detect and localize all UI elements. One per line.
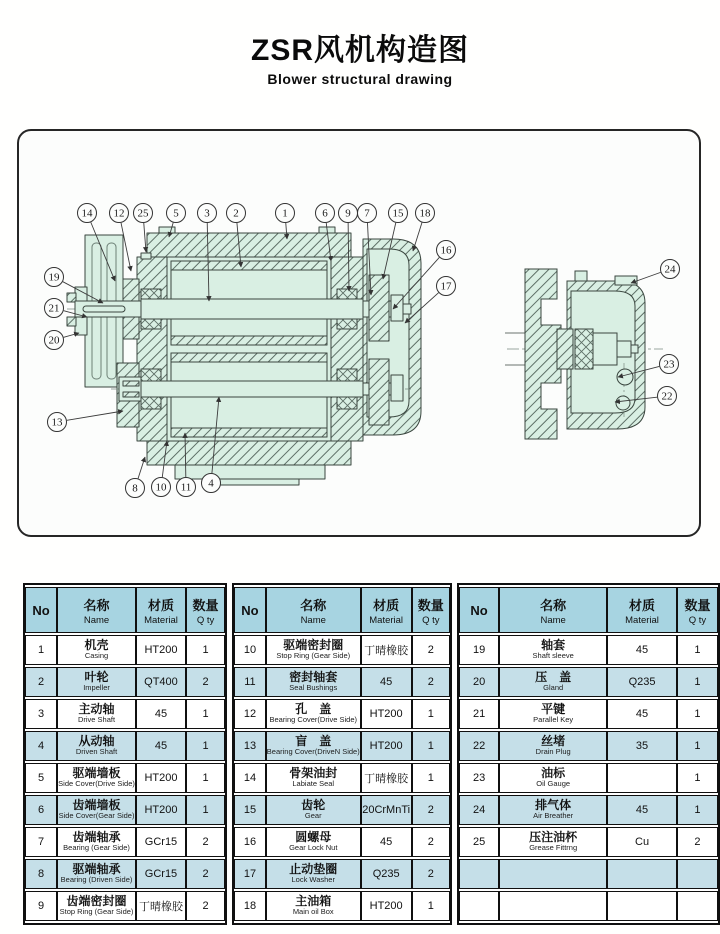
cell-material: HT200 [361,699,412,729]
table-row [234,699,450,729]
cell-material [607,891,677,921]
cell-material: 丁晴橡胶 [361,635,412,665]
callout-number: 11 [180,481,192,494]
cell-material: HT200 [136,795,186,825]
cell-name: 主油箱 Main oil Box [266,891,361,921]
callout-number: 19 [48,271,60,284]
cell-qty: 2 [186,859,225,889]
cell-qty: 1 [186,795,225,825]
cell-no: 14 [234,763,266,793]
table-row [25,891,225,921]
cell-material [607,859,677,889]
table-row [25,763,225,793]
table-row [234,667,450,697]
cell-name: 机壳 Casing [57,635,136,665]
cell-no: 5 [25,763,57,793]
column-header: No [25,587,57,633]
table-row [234,731,450,761]
parts-table-2 [232,583,452,925]
table-row [25,667,225,697]
cell-material: GCr15 [136,827,186,857]
callout-number: 15 [392,207,404,220]
cell-material: 45 [607,699,677,729]
cell-material: 35 [607,731,677,761]
callout-number: 2 [233,207,239,220]
cell-name: 油标 Oil Gauge [499,763,607,793]
cell-material: 45 [607,795,677,825]
table-row [459,827,718,857]
table-row [459,731,718,761]
cell-qty: 1 [677,795,718,825]
callout-number: 8 [132,482,138,495]
cell-name: 齿端轴承 Bearing (Gear Side) [57,827,136,857]
cell-no: 20 [459,667,499,697]
callout-number: 18 [419,207,431,220]
cell-qty: 1 [186,763,225,793]
cell-no [459,859,499,889]
cell-material: 丁晴橡胶 [361,763,412,793]
cell-name: 齿端墙板 Side Cover(Gear Side) [57,795,136,825]
cell-qty: 2 [412,635,450,665]
cell-material: 45 [136,731,186,761]
column-header: 数量 Q ty [186,587,225,633]
cell-qty: 2 [412,795,450,825]
cell-name: 平键 Parallel Key [499,699,607,729]
cell-material: Q235 [361,859,412,889]
table-row [459,859,718,889]
callout-number: 12 [113,207,125,220]
table-row [234,795,450,825]
table-row [459,795,718,825]
table-row [25,699,225,729]
cell-material: 45 [361,827,412,857]
cell-no: 23 [459,763,499,793]
parts-tables [23,583,720,925]
cell-no: 2 [25,667,57,697]
table-row [25,827,225,857]
cell-name: 主动轴 Drive Shaft [57,699,136,729]
cell-material: 45 [607,635,677,665]
callout-number: 3 [204,207,210,220]
cell-no: 22 [459,731,499,761]
cell-qty: 1 [412,763,450,793]
cell-no: 18 [234,891,266,921]
callout-number: 21 [48,302,60,315]
column-header: No [459,587,499,633]
table-row [234,859,450,889]
cell-no: 10 [234,635,266,665]
page-subtitle: Blower structural drawing [267,71,453,87]
callout-number: 20 [48,334,60,347]
callout-leader [67,411,123,420]
cell-name: 驱端轴承 Bearing (Driven Side) [57,859,136,889]
callout-number: 1 [282,207,288,220]
table-row [459,667,718,697]
callout-number: 16 [440,244,452,257]
column-header: 数量 Q ty [412,587,450,633]
cell-no: 11 [234,667,266,697]
callout-number: 9 [345,207,351,220]
callout-number: 6 [322,207,328,220]
cell-no: 13 [234,731,266,761]
cell-qty: 1 [677,699,718,729]
cell-no: 6 [25,795,57,825]
cell-qty: 2 [412,859,450,889]
column-header: 数量 Q ty [677,587,718,633]
cell-material: 20CrMnTi [361,795,412,825]
cell-name [499,859,607,889]
cell-material: 45 [136,699,186,729]
callout-number: 7 [364,207,370,220]
end-view [505,269,663,439]
cell-name: 从动轴 Driven Shaft [57,731,136,761]
callout-leader [138,457,145,478]
cell-material: HT200 [361,891,412,921]
cell-qty: 1 [677,635,718,665]
callout-number: 5 [173,207,179,220]
cell-no: 15 [234,795,266,825]
cell-name: 轴套 Shaft sleeve [499,635,607,665]
cell-qty [677,891,718,921]
cell-name: 齿端密封圈 Stop Ring (Gear Side) [57,891,136,921]
cell-qty: 1 [412,891,450,921]
cell-name: 压 盖 Gland [499,667,607,697]
cell-qty: 2 [412,667,450,697]
column-header: 材质 Material [361,587,412,633]
cell-name: 盲 盖 Bearing Cover(DriveN Side) [266,731,361,761]
column-header: 材质 Material [607,587,677,633]
cell-name: 驱端墙板 Side Cover(Drive Side) [57,763,136,793]
table-row [234,763,450,793]
cell-material: QT400 [136,667,186,697]
cell-qty: 2 [412,827,450,857]
cell-name: 叶轮 Impeller [57,667,136,697]
main-section-view [67,227,421,485]
cell-name: 孔 盖 Bearing Cover(Drive Side) [266,699,361,729]
cell-material: HT200 [136,763,186,793]
cell-qty: 2 [677,827,718,857]
cell-name: 丝堵 Drain Plug [499,731,607,761]
title-block [0,34,720,87]
cell-name: 驱端密封圈 Stop Ring (Gear Side) [266,635,361,665]
cell-material: HT200 [136,635,186,665]
column-header: 名称 Name [266,587,361,633]
cell-no [459,891,499,921]
column-header: No [234,587,266,633]
cell-qty: 1 [186,635,225,665]
table-row [459,891,718,921]
cell-no: 8 [25,859,57,889]
cell-no: 4 [25,731,57,761]
cell-material: 45 [361,667,412,697]
cell-no: 1 [25,635,57,665]
cell-material: 丁晴橡胶 [136,891,186,921]
cell-no: 19 [459,635,499,665]
parts-table-1 [23,583,227,925]
cell-qty [677,859,718,889]
table-row [25,795,225,825]
callout-number: 22 [661,390,673,403]
cell-name: 止动垫圈 Lock Washer [266,859,361,889]
table-row [234,891,450,921]
cell-qty: 1 [677,763,718,793]
column-header: 名称 Name [57,587,136,633]
cell-material: Cu [607,827,677,857]
cell-name: 齿轮 Gear [266,795,361,825]
drawing-panel [17,129,701,537]
cell-name [499,891,607,921]
callout-number: 25 [137,207,149,220]
cell-name: 骨架油封 Labiate Seal [266,763,361,793]
cell-no: 24 [459,795,499,825]
cell-no: 17 [234,859,266,889]
cell-name: 密封轴套 Seal Bushings [266,667,361,697]
table-row [25,859,225,889]
table-row [459,699,718,729]
cell-qty: 1 [677,731,718,761]
cell-qty: 2 [186,891,225,921]
callout-number: 14 [81,207,93,220]
callout-number: 24 [664,263,676,276]
cell-name: 圆螺母 Gear Lock Nut [266,827,361,857]
table-row [234,827,450,857]
table-row [459,763,718,793]
page-title: ZSR风机构造图 [251,34,469,67]
table-row [25,731,225,761]
cell-qty: 1 [677,667,718,697]
cell-qty: 2 [186,667,225,697]
callout-number: 13 [51,416,63,429]
cell-qty: 1 [412,699,450,729]
cell-qty: 1 [186,731,225,761]
callout-number: 17 [440,280,452,293]
cell-no: 12 [234,699,266,729]
cell-qty: 1 [412,731,450,761]
callout-number: 10 [155,481,167,494]
cell-material: GCr15 [136,859,186,889]
cell-no: 3 [25,699,57,729]
cell-no: 21 [459,699,499,729]
column-header: 名称 Name [499,587,607,633]
column-header: 材质 Material [136,587,186,633]
cell-material [607,763,677,793]
cell-no: 7 [25,827,57,857]
cell-name: 压注油杯 Grease Fittrng [499,827,607,857]
callout-leader [144,223,146,252]
cell-qty: 2 [186,827,225,857]
cell-no: 16 [234,827,266,857]
cell-material: Q235 [607,667,677,697]
callout-number: 23 [663,358,675,371]
callout-number: 4 [208,477,214,490]
cell-no: 9 [25,891,57,921]
parts-table-3 [457,583,720,925]
callout-leader [413,223,422,251]
cell-no: 25 [459,827,499,857]
cell-material: HT200 [361,731,412,761]
cell-qty: 1 [186,699,225,729]
table-row [459,635,718,665]
table-row [234,635,450,665]
blower-cross-section-drawing [19,131,699,535]
table-row [25,635,225,665]
cell-name: 排气体 Air Breather [499,795,607,825]
